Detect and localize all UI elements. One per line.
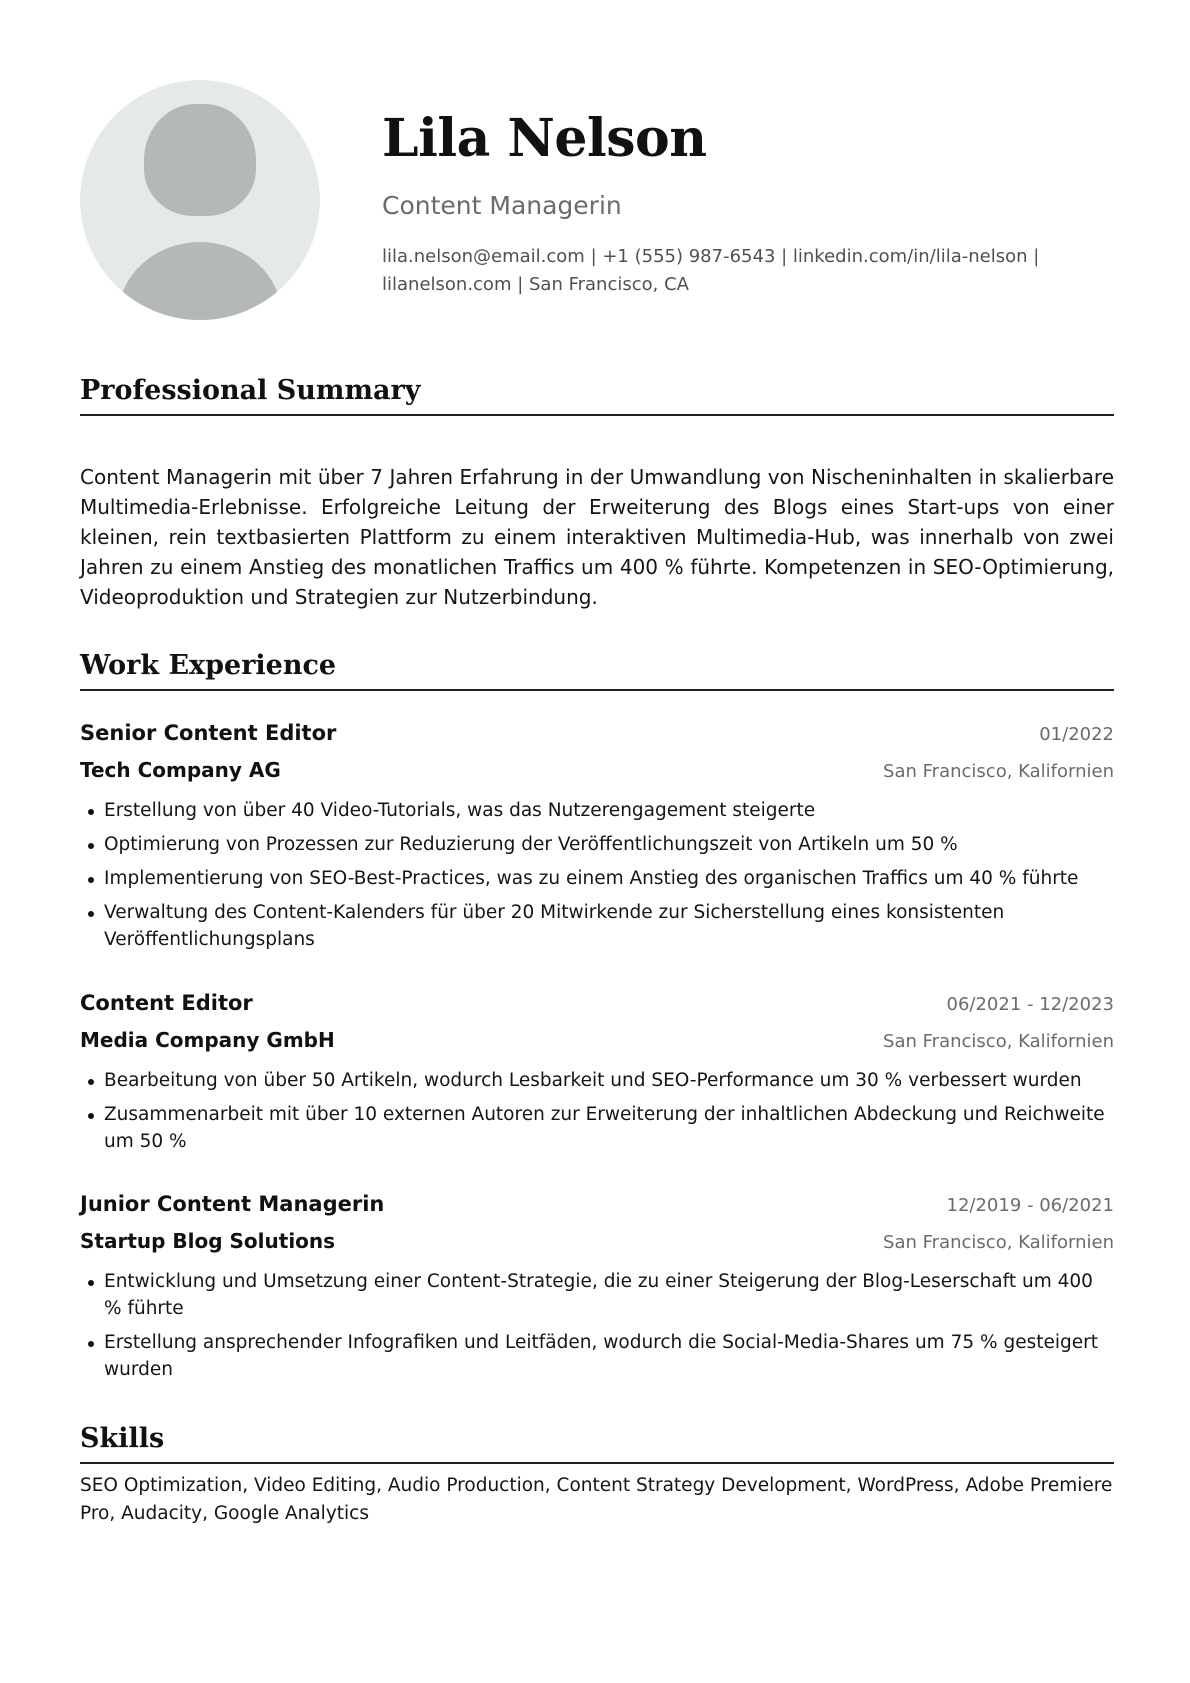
skills-text: SEO Optimization, Video Editing, Audio Production, Content Strategy Development, WordPress, Adobe Premiere Pro, Audacity, Google Analytics <box>80 1475 1113 1524</box>
avatar-head-shape <box>144 104 256 216</box>
job-bullet-list <box>80 1067 1114 1155</box>
job-bullet-list <box>80 797 1114 953</box>
job-bullet: Implementierung von SEO-Best-Practices, was zu einem Anstieg des organischen Traffics um 40 % führte <box>80 865 1114 892</box>
section-title-experience: Work Experience <box>80 647 1114 691</box>
job-header-row <box>80 1187 1114 1223</box>
job-title: Content Editor <box>80 991 253 1015</box>
job-company-row <box>80 1022 1114 1060</box>
job-date: 12/2019 - 06/2021 <box>946 1195 1114 1216</box>
avatar-placeholder-icon <box>80 80 320 320</box>
job-location: San Francisco, Kalifornien <box>883 1232 1114 1253</box>
job-title: Junior Content Managerin <box>80 1192 385 1216</box>
job-bullet: Bearbeitung von über 50 Artikeln, wodurch Lesbarkeit und SEO-Performance um 30 % verbessert wurden <box>80 1067 1114 1094</box>
section-title-skills: Skills <box>80 1420 1114 1464</box>
job-location: San Francisco, Kalifornien <box>883 761 1114 782</box>
job-title: Senior Content Editor <box>80 721 337 745</box>
job-entry <box>80 1187 1114 1383</box>
job-company: Startup Blog Solutions <box>80 1229 336 1253</box>
job-company: Tech Company AG <box>80 758 281 782</box>
job-company: Media Company GmbH <box>80 1028 335 1052</box>
job-entry <box>80 716 1114 953</box>
section-title-summary: Professional Summary <box>80 372 1114 416</box>
contact-info <box>382 243 1082 299</box>
job-header-row <box>80 716 1114 752</box>
job-bullet: Erstellung ansprechender Infografiken und Leitfäden, wodurch die Social-Media-Shares um 75 % gesteigert wurden <box>80 1329 1114 1383</box>
job-bullet: Zusammenarbeit mit über 10 externen Autoren zur Erweiterung der inhaltlichen Abdeckung und Reichweite um 50 % <box>80 1101 1114 1155</box>
job-location: San Francisco, Kalifornien <box>883 1031 1114 1052</box>
candidate-role: Content Managerin <box>382 191 622 220</box>
summary-text: Content Managerin mit über 7 Jahren Erfahrung in der Umwandlung von Nischeninhalten in skalierbare Multimedia-Erlebnisse. Erfolgreiche Leitung der Erweiterung des Blogs eines Start-ups von einer kleinen, rein textbasierten Plattform zu einem interaktiven Multimedia-Hub, was innerhalb von zwei Jahren zu einem Anstieg des monatlichen Traffics um 400 % führte. Kompetenzen in SEO-Optimierung, Videoproduktion und Strategien zur Nutzerbindung. <box>80 465 1114 609</box>
contact-line-1: lila.nelson@email.com | +1 (555) 987-6543 | linkedin.com/in/lila-nelson | <box>382 246 1040 267</box>
job-bullet: Erstellung von über 40 Video-Tutorials, was das Nutzerengagement steigerte <box>80 797 1114 824</box>
job-date: 06/2021 - 12/2023 <box>946 994 1114 1015</box>
candidate-name: Lila Nelson <box>382 108 707 169</box>
job-bullet: Entwicklung und Umsetzung einer Content-Strategie, die zu einer Steigerung der Blog-Leserschaft um 400 % führte <box>80 1268 1114 1322</box>
job-company-row <box>80 752 1114 790</box>
job-date: 01/2022 <box>1039 724 1114 745</box>
avatar-body-shape <box>118 242 282 320</box>
job-entry <box>80 986 1114 1155</box>
job-bullet-list <box>80 1268 1114 1383</box>
job-header-row <box>80 986 1114 1022</box>
contact-line-2: lilanelson.com | San Francisco, CA <box>382 274 689 295</box>
job-bullet: Optimierung von Prozessen zur Reduzierung der Veröffentlichungszeit von Artikeln um 50 % <box>80 831 1114 858</box>
job-company-row <box>80 1223 1114 1261</box>
job-bullet: Verwaltung des Content-Kalenders für über 20 Mitwirkende zur Sicherstellung eines konsistenten Veröffentlichungsplans <box>80 899 1114 953</box>
